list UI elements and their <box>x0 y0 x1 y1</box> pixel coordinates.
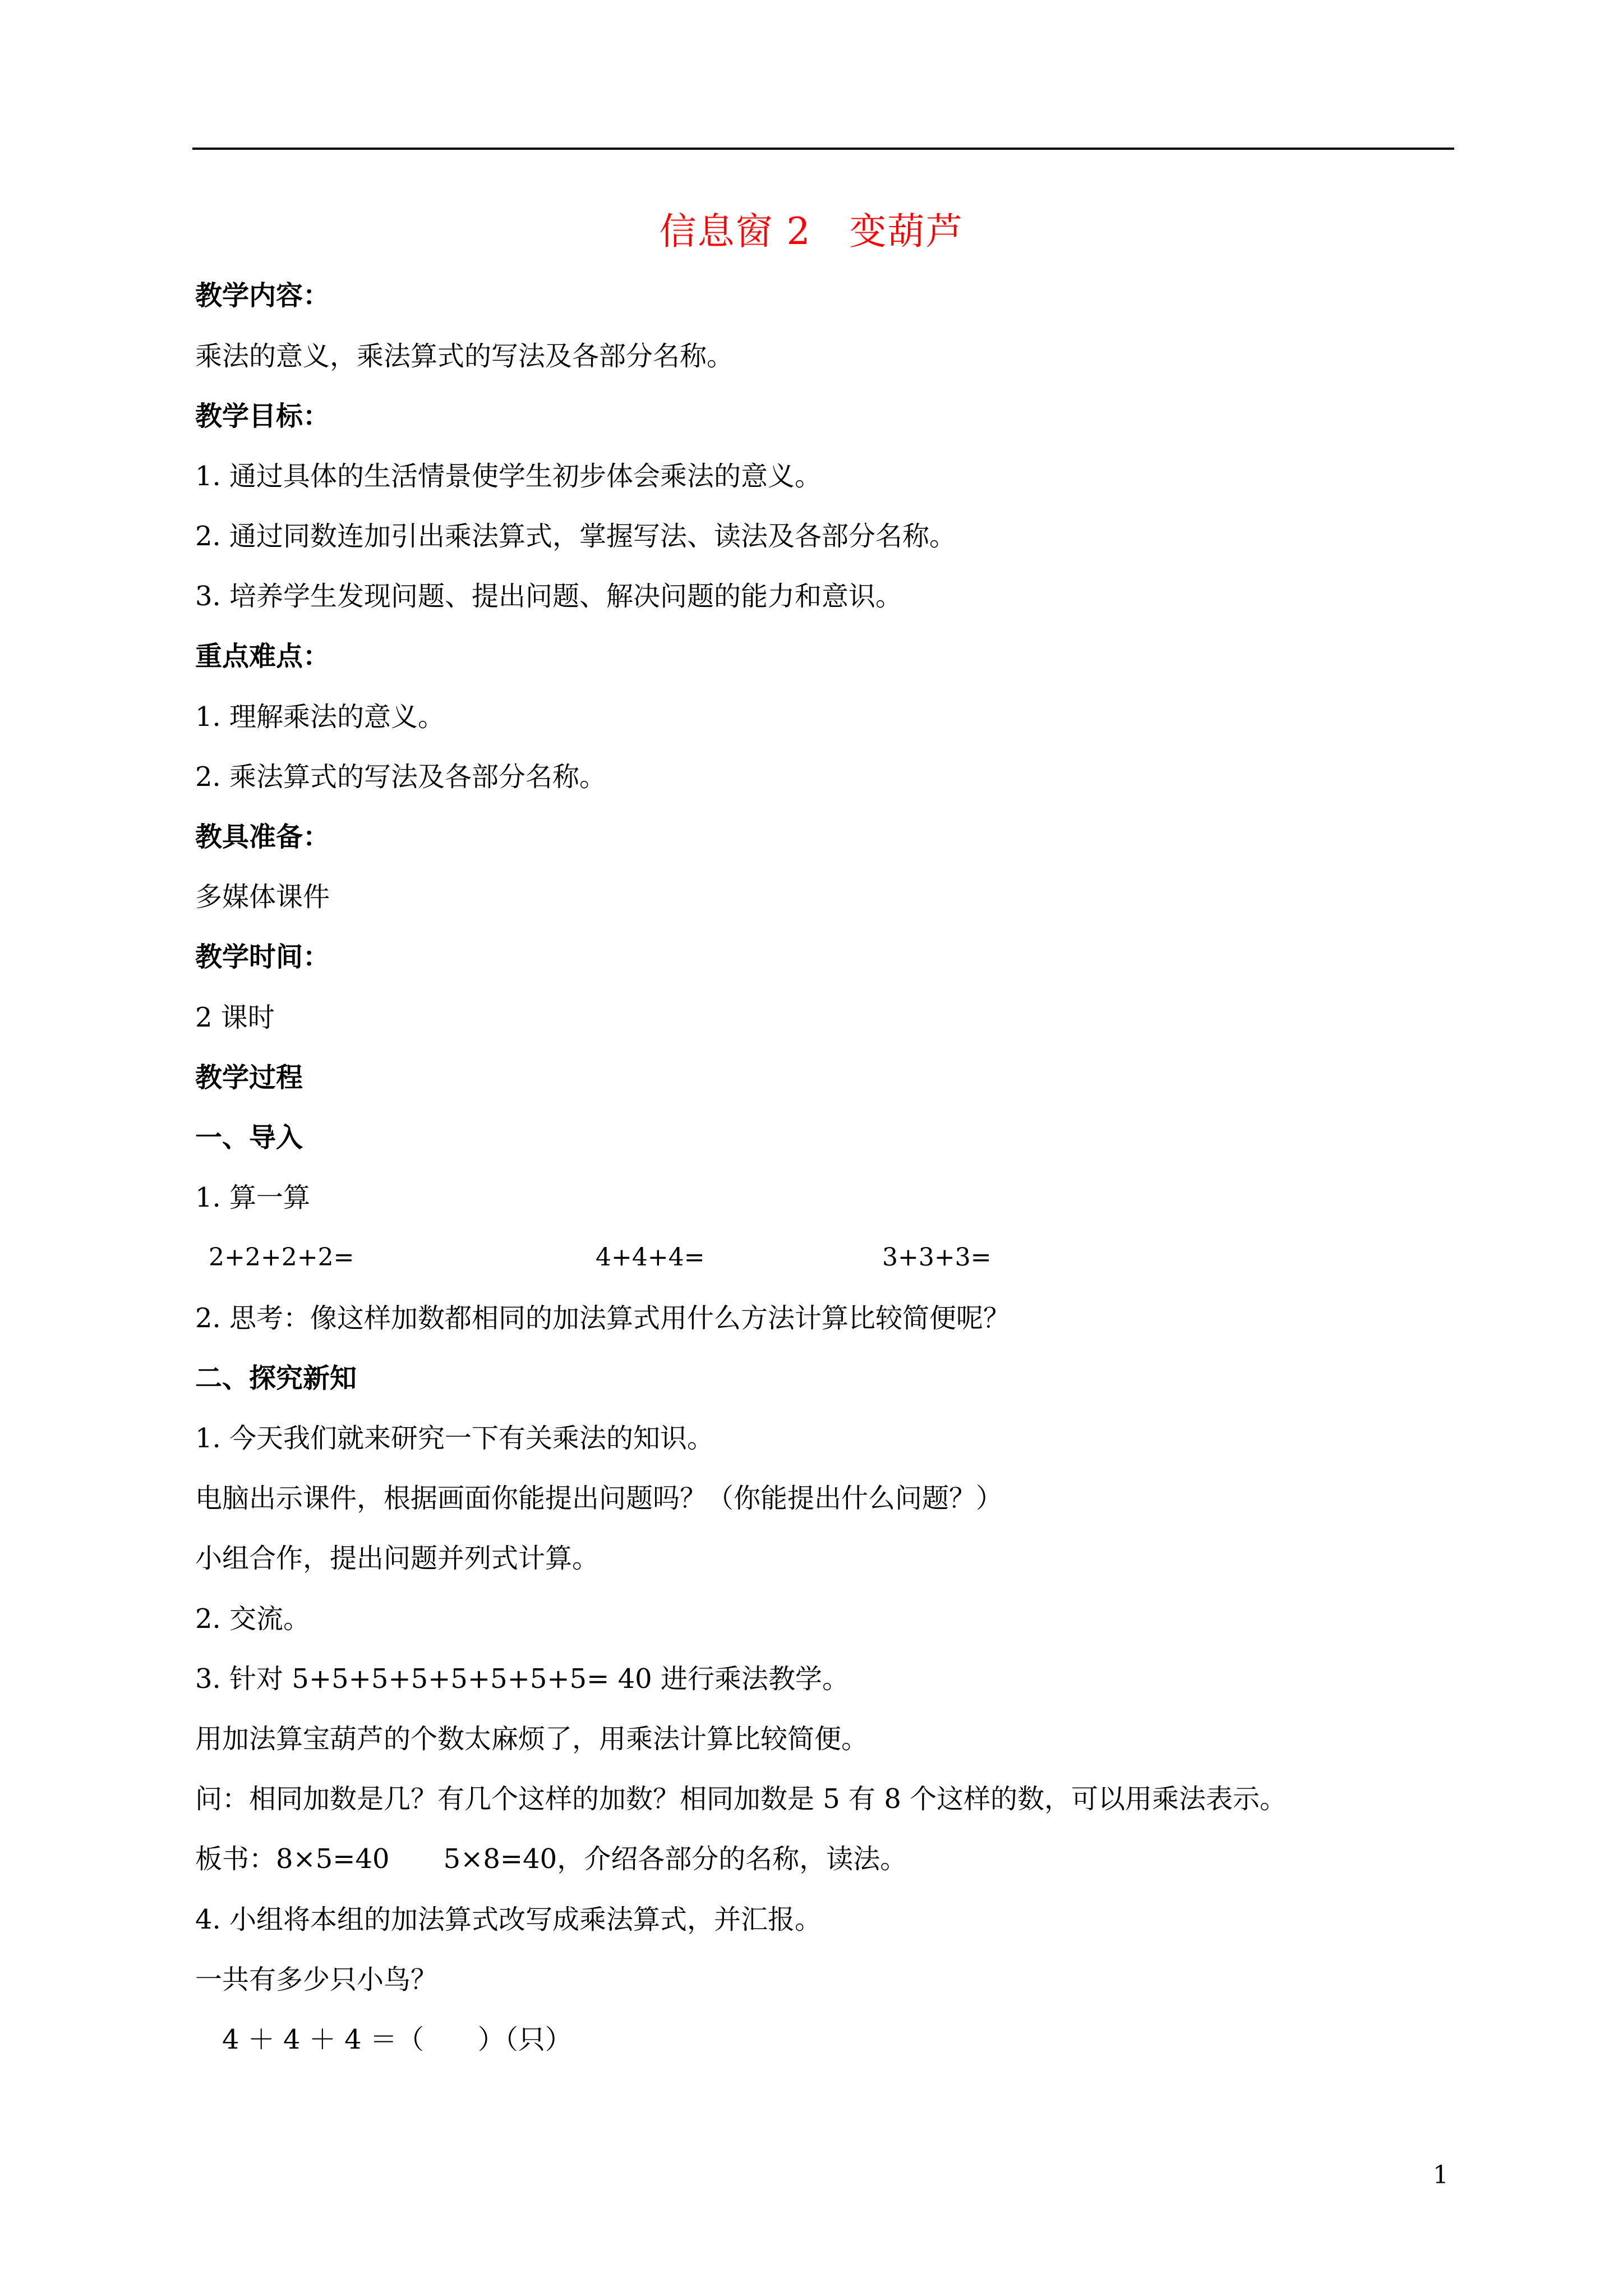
goals-heading: 教学目标： <box>195 401 330 432</box>
explore-line-11: 4 ＋ 4 ＋ 4 ＝（ ）（只） <box>195 2024 572 2055</box>
tools-text: 多媒体课件 <box>195 881 330 913</box>
calc-expression-3: 3+3+3= <box>882 1243 992 1272</box>
explore-line-8: 板书：8×5=40 5×8=40，介绍各部分的名称，读法。 <box>195 1843 907 1875</box>
key-point-1: 1. 理解乘法的意义。 <box>195 701 445 733</box>
time-heading: 教学时间： <box>195 941 330 973</box>
intro-heading: 一、导入 <box>195 1122 303 1153</box>
explore-line-3: 小组合作，提出问题并列式计算。 <box>195 1543 600 1574</box>
process-heading: 教学过程 <box>195 1062 303 1093</box>
calc-expression-2: 4+4+4= <box>596 1243 705 1272</box>
goal-item-3: 3. 培养学生发现问题、提出问题、解决问题的能力和意识。 <box>195 581 903 612</box>
time-text: 2 课时 <box>195 1002 275 1033</box>
key-point-2: 2. 乘法算式的写法及各部分名称。 <box>195 761 607 793</box>
content-text: 乘法的意义，乘法算式的写法及各部分名称。 <box>195 341 734 372</box>
explore-line-9: 4. 小组将本组的加法算式改写成乘法算式，并汇报。 <box>195 1904 822 1935</box>
explore-line-1: 1. 今天我们就来研究一下有关乘法的知识。 <box>195 1423 714 1454</box>
explore-line-2: 电脑出示课件，根据画面你能提出问题吗？（你能提出什么问题？） <box>195 1483 1003 1514</box>
intro-item-1: 1. 算一算 <box>195 1182 311 1213</box>
intro-item-2: 2. 思考：像这样加数都相同的加法算式用什么方法计算比较简便呢？ <box>195 1303 1011 1334</box>
header-rule <box>192 148 1454 150</box>
explore-line-7: 问：相同加数是几？有几个这样的加数？相同加数是 5 有 8 个这样的数，可以用乘法表示。 <box>195 1783 1287 1815</box>
explore-line-4: 2. 交流。 <box>195 1603 311 1635</box>
goal-item-1: 1. 通过具体的生活情景使学生初步体会乘法的意义。 <box>195 461 822 492</box>
explore-line-5: 3. 针对 5+5+5+5+5+5+5+5= 40 进行乘法教学。 <box>195 1663 849 1695</box>
tools-heading: 教具准备： <box>195 821 330 853</box>
goal-item-2: 2. 通过同数连加引出乘法算式，掌握写法、读法及各部分名称。 <box>195 521 957 552</box>
explore-line-6: 用加法算宝葫芦的个数太麻烦了，用乘法计算比较简便。 <box>195 1723 869 1755</box>
content-heading: 教学内容： <box>195 280 330 311</box>
key-heading: 重点难点： <box>195 641 330 672</box>
calc-expression-1: 2+2+2+2= <box>209 1243 354 1272</box>
page-title: 信息窗 2 变葫芦 <box>659 210 964 253</box>
page-number: 1 <box>1433 2161 1449 2189</box>
explore-heading: 二、探究新知 <box>195 1363 357 1394</box>
explore-line-10: 一共有多少只小鸟？ <box>195 1964 438 1995</box>
